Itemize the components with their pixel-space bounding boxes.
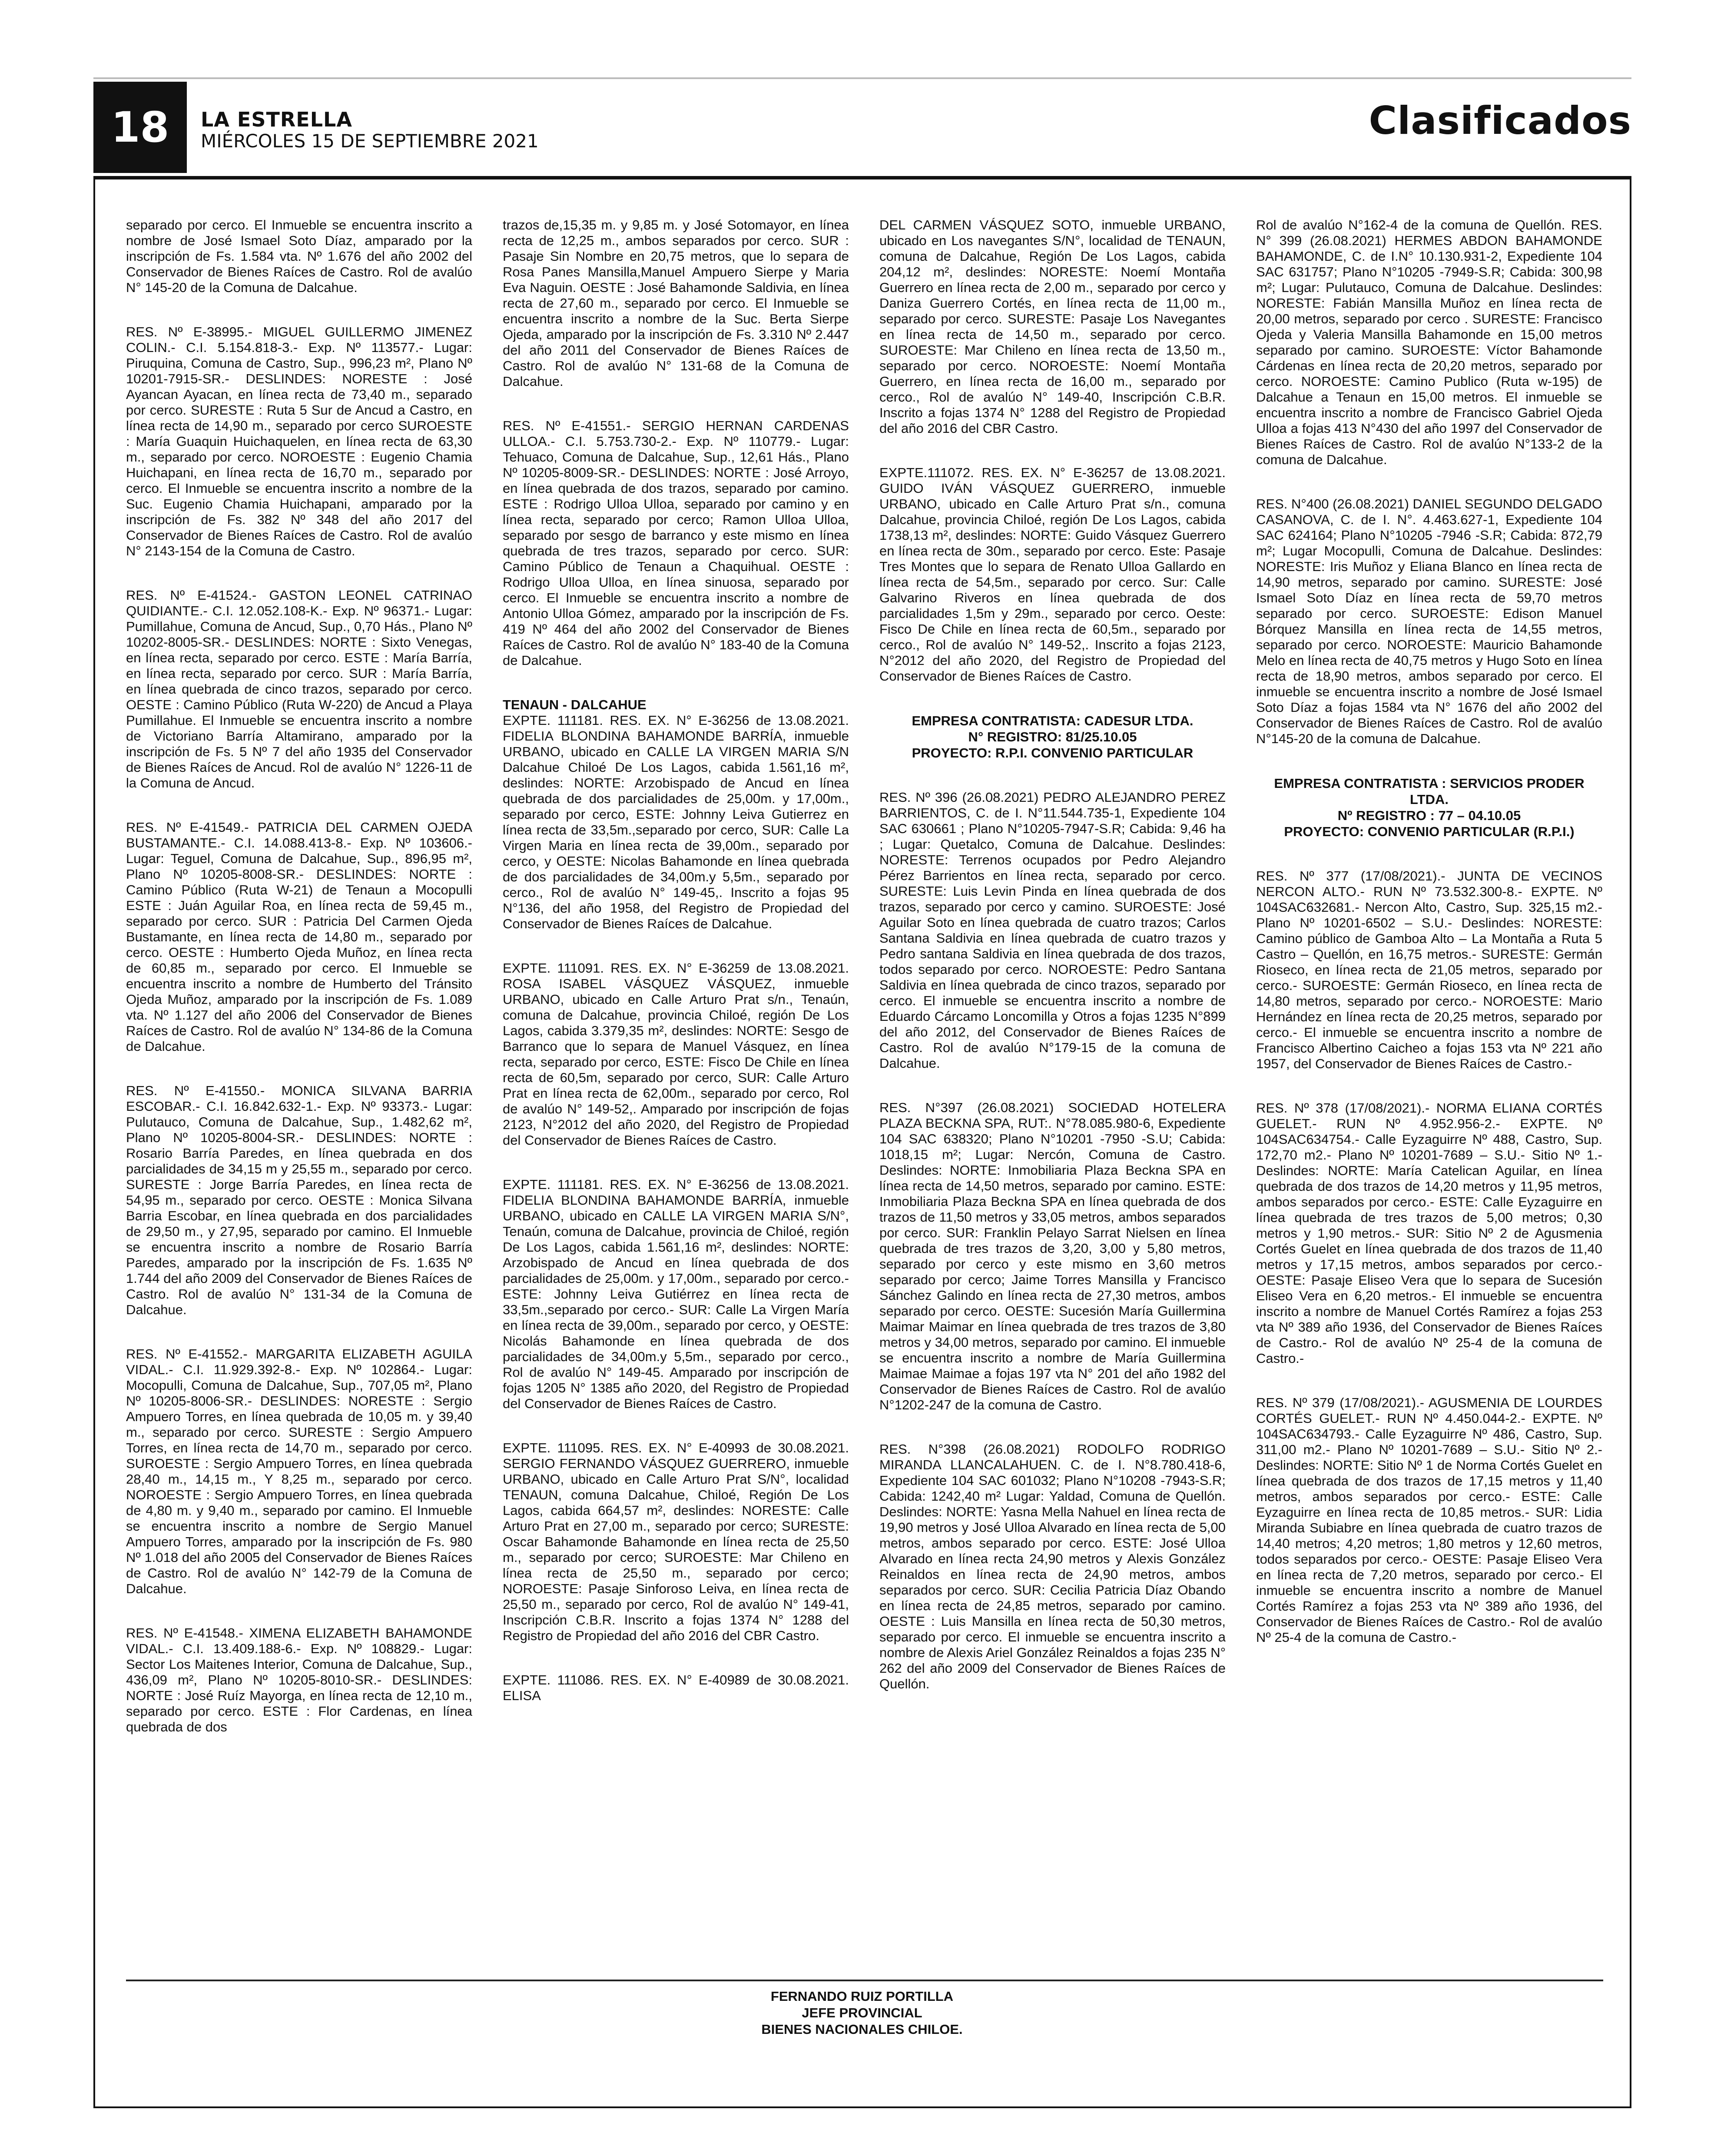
- legal-notice: RES. Nº 377 (17/08/2021).- JUNTA DE VECINOS NERCON ALTO.- RUN Nº 73.532.300-8.- EXPTE. Nº 104SAC632681.- Nercon Alto, Castro, Sup. 325,15 m2.- Plano Nº 10201-6502 – S.U.- Deslindes: NORESTE: Camino público de Gamboa Alto – La Montaña a Ruta 5 Castro – Quellón, en 16,75 metros.- SURESTE: Germán Rioseco, en línea recta de 21,05 metros, separado por cerco.- SUROESTE: Germán Rioseco, en línea recta de 14,80 metros, separado por cerco.- NOROESTE: Mario Hernández en línea recta de 20,25 metros, separado por cerco.- El inmueble se encuentra inscrito a nombre de Francisco Albertino Caicheo a fojas 153 vta Nº 221 año 1957, del Conservador de Bienes Raíces de Castro.-: [1256, 868, 1602, 1071]
- legal-notice: RES. N°397 (26.08.2021) SOCIEDAD HOTELERA PLAZA BECKNA SPA, RUT:. N°78.085.980-6, Expediente 104 SAC 638320; Plano N°10201 -7950 -S.U; Cabida: 1018,15 m²; Lugar: Nercón, Comuna de Castro. Deslindes: NORTE: Inmobiliaria Plaza Beckna SPA en línea recta de 14,50 metros, separado por camino. ESTE: Inmobiliaria Plaza Beckna SPA en línea quebrada de dos trazos de 11,50 metros y 33,05 metros, ambos separados por cerco. SUR: Franklin Pelayo Sarrat Nielsen en línea quebrada de tres trazos de 3,20, 3,00 y 5,80 metros, separado por cerco y este mismo en 3,60 metros separado por cerco; Jaime Torres Mansilla y Francisco Sánchez Galindo en línea recta de 27,30 metros, ambos separado por cerco. OESTE: Sucesión María Guillermina Maimar Maimar en línea quebrada de tres trazos de 3,80 metros y 34,00 metros, separado por camino. El inmueble se encuentra inscrito a nombre de María Guillermina Maimae Maimae a fojas 197 vta N° 201 del año 1982 del Conservador de Bienes Raíces de Castro. Rol de avalúo N°1202-247 de la comuna de Castro.: [879, 1100, 1226, 1412]
- legal-notice: RES. Nº E-41552.- MARGARITA ELIZABETH AGUILA VIDAL.- C.I. 11.929.392-8.- Exp. Nº 102864.- Lugar: Mocopulli, Comuna de Dalcahue, Sup., 707,05 m², Plano Nº 10205-8006-SR.- DESLINDES: NORESTE : Sergio Ampuero Torres, en línea quebrada de 10,05 m. y 39,40 m., separado por cerco. SURESTE : Sergio Ampuero Torres, en línea recta de 14,70 m., separado por cerco. SUROESTE : Sergio Ampuero Torres, en línea quebrada 28,40 m., 14,15 m., Y 8,25 m., separado por cerco. NOROESTE : Sergio Ampuero Torres, en línea quebrada de 4,80 m. y 9,40 m., separado por camino. El Inmueble se encuentra inscrito a nombre de Sergio Manuel Ampuero Torres, amparado por la inscripción de Fs. 980 Nº 1.018 del año 2005 del Conservador de Bienes Raíces de Castro. Rol de avalúo N° 142-79 de la Comuna de Dalcahue.: [126, 1346, 472, 1596]
- signature-block: [0, 1988, 1724, 2038]
- contractor-header-line: N° REGISTRO: 81/25.10.05: [968, 729, 1137, 744]
- contractor-header-line: EMPRESA CONTRATISTA : SERVICIOS PRODER LTDA.: [1274, 776, 1585, 807]
- text-column-1: [126, 217, 472, 1969]
- legal-notice: RES. Nº 378 (17/08/2021).- NORMA ELIANA CORTÉS GUELET.- RUN Nº 4.952.956-2.- EXPTE. Nº 104SAC634754.- Calle Eyzaguirre Nº 488, Castro, Sup. 172,70 m2.- Plano Nº 10201-7689 – S.U.- Sitio Nº 1.- Deslindes: NORTE: María Catelican Aguilar, en línea quebrada de dos trazos de 14,20 metros y 11,95 metros, ambos separados por cerco.- ESTE: Calle Eyzaguirre en línea quebrada de tres trazos de 5,00 metros; 0,30 metros y 1,90 metros.- SUR: Sitio Nº 2 de Agusmenia Cortés Guelet en línea quebrada de dos trazos de 11,40 metros y 17,15 metros, ambos separados por cerco.- OESTE: Pasaje Eliseo Vera que lo separa de Sucesión Eliseo Vera en 6,20 metros.- El inmueble se encuentra inscrito a nombre de Manuel Cortés Ramírez a fojas 253 vta Nº 389 año 1936, del Conservador de Bienes Raíces de Castro.- Rol de avalúo Nº 25-4 de la comuna de Castro.-: [1256, 1100, 1602, 1366]
- contractor-header-line: Nº REGISTRO : 77 – 04.10.05: [1337, 808, 1521, 823]
- columns-container: [126, 217, 1603, 1969]
- signature-name: FERNANDO RUIZ PORTILLA: [770, 1989, 954, 2004]
- text-column-4: [1256, 217, 1602, 1969]
- legal-notice: trazos de,15,35 m. y 9,85 m. y José Sotomayor, en línea recta de 12,25 m., ambos separados por cerco. SUR : Pasaje Sin Nombre en 20,75 metros, que lo separa de Rosa Panes Mansilla,Manuel Ampuero Sierpe y Maria Eva Naguin. OESTE : José Bahamonde Saldivia, en línea recta de 27,60 m., separado por cerco. El Inmueble se encuentra inscrito a nombre de la Suc. Berta Sierpe Ojeda, amparado por la inscripción de Fs. 3.310 Nº 2.447 del año 2011 del Conservador de Bienes Raíces de Castro. Rol de avalúo N° 131-68 de la Comuna de Dalcahue.: [503, 217, 849, 389]
- legal-notice: RES. Nº E-41549.- PATRICIA DEL CARMEN OJEDA BUSTAMANTE.- C.I. 14.088.413-8.- Exp. Nº 103606.- Lugar: Teguel, Comuna de Dalcahue, Sup., 896,95 m², Plano Nº 10205-8008-SR.- DESLINDES: NORTE : Camino Público (Ruta W-21) de Tenaun a Mocopulli ESTE : Juán Aguilar Roa, en línea recta de 59,45 m., separado por cerco. SUR : Patricia Del Carmen Ojeda Bustamante, en línea recta de 14,80 m., separado por cerco. OESTE : Humberto Ojeda Muñoz, en línea recta de 60,85 m., separado por cerco. El Inmueble se encuentra inscrito a nombre de Humberto del Tránsito Ojeda Muñoz, amparado por la inscripción de Fs. 1.089 vta. Nº 1.127 del año 2006 del Conservador de Bienes Raíces de Castro. Rol de avalúo N° 134-86 de la Comuna de Dalcahue.: [126, 820, 472, 1054]
- contractor-header: [1256, 775, 1602, 840]
- legal-notice: Rol de avalúo N°162-4 de la comuna de Quellón. RES. N° 399 (26.08.2021) HERMES ABDON BAHAMONDE BAHAMONDE, C. de I.N° 10.130.931-2, Expediente 104 SAC 631757; Plano N°10205 -7949-S.R; Cabida: 300,98 m²; Lugar: Pulutauco, Comuna de Dalcahue. Deslindes: NORESTE: Fabián Mansilla Muñoz en línea recta de 20,00 metros, separado por cerco . SURESTE: Francisco Ojeda y Valeria Mansilla Bahamonde en 15,00 metros separado por camino. SUROESTE: Víctor Bahamonde Cárdenas en línea recta de 20,20 metros, separado por cerco. NOROESTE: Camino Publico (Ruta w-195) de Dalcahue a Tenaun en 15,00 metros. El inmueble se encuentra inscrito a nombre de Francisco Gabriel Ojeda Ulloa a fojas 413 N°430 del año 1997 del Conservador de Bienes Raíces de Castro. Rol de avalúo N°133-2 de la comuna de Dalcahue.: [1256, 217, 1602, 467]
- footer-rule: [126, 1980, 1603, 1981]
- legal-notice: EXPTE. 111181. RES. EX. N° E-36256 de 13.08.2021. FIDELIA BLONDINA BAHAMONDE BARRÍA, inmueble URBANO, ubicado en CALLE LA VIRGEN MARIA S/N°, Tenaún, comuna de Dalcahue, provincia de Chiloé, región De Los Lagos, cabida 1.561,16 m², deslindes: NORTE: Arzobispado de Ancud en línea quebrada de dos parcialidades de 25,00m. y 17,00m., separado por cerco.- ESTE: Johnny Leiva Gutiérrez en línea recta de 33,5m.,separado por cerco.- SUR: Calle La Virgen María en línea recta de 39,00m., separado por cerco, y OESTE: Nicolás Bahamonde en línea quebrada de dos parcialidades de 34,00m.y 5,5m., separado por cerco., Rol de avalúo N° 149-45. Amparado por inscripción de fojas 1205 N° 1385 año 2020, del Registro de Propiedad del Conservador de Bienes Raíces de Castro.: [503, 1177, 849, 1411]
- legal-notice: EXPTE.111072. RES. EX. N° E-36257 de 13.08.2021. GUIDO IVÁN VÁSQUEZ GUERRERO, inmueble URBANO, ubicado en Calle Arturo Prat s/n., comuna Dalcahue, provincia Chiloé, región De Los Lagos, cabida 1738,13 m², deslindes: NORTE: Guido Vásquez Guerrero en línea recta de 30m., separado por cerco. Este: Pasaje Tres Montes que lo separa de Renato Ulloa Gallardo en línea recta de 54,5m., separado por cerco. Sur: Calle Galvarino Riveros en línea quebrada de dos parcialidades 1,5m y 29m., separado por cerco. Oeste: Fisco De Chile en línea recta de 60,5m., separado por cerco., Rol de avalúo N° 149-52,. Inscrito a fojas 2123, N°2012 del año 2020, del Registro de Propiedad del Conservador de Bienes Raíces de Castro.: [879, 465, 1226, 684]
- legal-notice: RES. Nº E-41524.- GASTON LEONEL CATRINAO QUIDIANTE.- C.I. 12.052.108-K.- Exp. Nº 96371.- Lugar: Pumillahue, Comuna de Ancud, Sup., 0,70 Hás., Plano Nº 10202-8005-SR.- DESLINDES: NORTE : Sixto Venegas, en línea recta, separado por cerco. ESTE : María Barría, en línea recta, separado por cerco. SUR : María Barría, en línea quebrada de cinco trazos, separado por cerco. OESTE : Camino Público (Ruta W-220) de Ancud a Playa Pumillahue. El Inmueble se encuentra inscrito a nombre de Victoriano Barría Altamirano, amparado por la inscripción de Fs. 5 Nº 7 del año 1935 del Conservador de Bienes Raíces de Ancud. Rol de avalúo N° 1226-11 de la Comuna de Ancud.: [126, 588, 472, 791]
- contractor-header-line: EMPRESA CONTRATISTA: CADESUR LTDA.: [912, 713, 1194, 728]
- contractor-header-line: PROYECTO: CONVENIO PARTICULAR (R.P.I.): [1284, 824, 1575, 839]
- legal-notice: EXPTE. 111086. RES. EX. N° E-40989 de 30.08.2021. ELISA: [503, 1672, 849, 1703]
- page-number: 18: [93, 82, 187, 173]
- legal-notice: RES. Nº 379 (17/08/2021).- AGUSMENIA DE LOURDES CORTÉS GUELET.- RUN Nº 4.450.044-2.- EXPTE. Nº 104SAC634793.- Calle Eyzaguirre Nº 486, Castro, Sup. 311,00 m2.- Plano Nº 10201-7689 – S.U.- Sitio Nº 2.- Deslindes: NORTE: Sitio Nº 1 de Norma Cortés Guelet en línea quebrada de dos trazos de 17,15 metros y 11,40 metros, ambos separados por cerco.- ESTE: Calle Eyzaguirre en línea recta de 10,85 metros.- SUR: Lidia Miranda Subiabre en línea quebrada de cuatro trazos de 14,40 metros; 4,20 metros; 1,80 metros y 12,60 metros, todos separados por cerco.- OESTE: Pasaje Eliseo Vera en línea recta de 7,20 metros, separado por cerco.- El inmueble se encuentra inscrito a nombre de Manuel Cortés Ramírez a fojas 253 vta Nº 389 año 1936, del Conservador de Bienes Raíces de Castro.- Rol de avalúo Nº 25-4 de la comuna de Castro.-: [1256, 1395, 1602, 1645]
- legal-notice: RES. N°400 (26.08.2021) DANIEL SEGUNDO DELGADO CASANOVA, C. de I. N°. 4.463.627-1, Expediente 104 SAC 624164; Plano N°10205 -7946 -S.R; Cabida: 872,79 m²; Lugar Mocopulli, Comuna de Dalcahue. Deslindes: NORESTE: Iris Muñoz y Eliana Blanco en línea recta de 14,90 metros, separado por camino. SURESTE: José Ismael Soto Díaz en línea recta de 59,70 metros separado por cerco. SUROESTE: Edison Manuel Bórquez Mansilla en línea recta de 14,55 metros, separado por cerco. NOROESTE: Mauricio Bahamonde Melo en línea recta de 40,75 metros y Hugo Soto en línea recta de 18,90 metros, ambos separado por cerco. El inmueble se encuentra inscrito a nombre de José Ismael Soto Díaz a fojas 1584 vta N° 1676 del año 2002 del Conservador de Bienes Raíces de Castro. Rol de avalúo N°145-20 de la comuna de Dalcahue.: [1256, 496, 1602, 746]
- issue-date: MIÉRCOLES 15 DE SEPTIEMBRE 2021: [201, 130, 539, 152]
- legal-notice: separado por cerco. El Inmueble se encuentra inscrito a nombre de José Ismael Soto Díaz, amparado por la inscripción de Fs. 1.584 vta. Nº 1.676 del año 2002 del Conservador de Bienes Raíces de Castro. Rol de avalúo N° 145-20 de la Comuna de Dalcahue.: [126, 217, 472, 295]
- legal-notice: RES. Nº E-38995.- MIGUEL GUILLERMO JIMENEZ COLIN.- C.I. 5.154.818-3.- Exp. Nº 113577.- Lugar: Piruquina, Comuna de Castro, Sup., 996,23 m², Plano Nº 10201-7915-SR.- DESLINDES: NORESTE : José Ayancan Ayacan, en línea recta de 73,40 m., separado por cerco. SURESTE : Ruta 5 Sur de Ancud a Castro, en línea recta de 14,90 m., separado por cerco SUROESTE : María Guaquin Huichaquelen, en línea recta de 63,30 m., separado por cerco. NOROESTE : Eugenio Chamia Huichapani, en línea recta de 16,70 m., separado por cerco. El Inmueble se encuentra inscrito a nombre de la Suc. Eugenio Chamia Huichapani, amparado por la inscripción de Fs. 382 Nº 348 del año 2017 del Conservador de Bienes Raíces de Castro. Rol de avalúo N° 2143-154 de la Comuna de Castro.: [126, 324, 472, 558]
- newspaper-name: LA ESTRELLA: [201, 108, 352, 131]
- legal-notice: RES. Nº 396 (26.08.2021) PEDRO ALEJANDRO PEREZ BARRIENTOS, C. de I. N°11.544.735-1, Expediente 104 SAC 630661 ; Plano N°10205-7947-S.R; Cabida: 9,46 ha ; Lugar: Quetalco, Comuna de Dalcahue. Deslindes: NORESTE: Terrenos ocupados por Pedro Alejandro Pérez Barrientos en línea recta, separado por cerco. SURESTE: Luis Levin Pinda en línea quebrada de dos trazos, separado por cerco y camino. SUROESTE: José Aguilar Soto en línea quebrada de cuatro trazos; Carlos Santana Saldivia en línea quebrada de cuatro trazos y Pedro santana Saldivia en línea quebrada de dos trazos, todos separado por cerco. NOROESTE: Pedro Santana Saldivia en línea quebrada de cinco trazos, separado por cerco. El inmueble se encuentra inscrito a nombre de Eduardo Cárcamo Loncomilla y Otros a fojas 1235 N°899 del año 2012, del Conservador de Bienes Raíces de Castro. Rol de avalúo N°179-15 de la comuna de Dalcahue.: [879, 790, 1226, 1071]
- section-title: Clasificados: [1369, 98, 1631, 143]
- contractor-header: [879, 713, 1226, 761]
- signature-office: BIENES NACIONALES CHILOE.: [761, 2022, 963, 2037]
- legal-notice: RES. N°398 (26.08.2021) RODOLFO RODRIGO MIRANDA LLANCALAHUEN. C. de I. N°8.780.418-6, Expediente 104 SAC 601032; Plano N°10208 -7943-S.R; Cabida: 1242,40 m² Lugar: Yaldad, Comuna de Quellón. Deslindes: NORTE: Yasna Mella Nahuel en línea recta de 19,90 metros y José Ulloa Alvarado en línea recta de 5,00 metros, ambos separado por cerco. ESTE: José Ulloa Alvarado en línea recta 24,90 metros y Alexis González Reinaldos en línea recta de 24,90 metros, ambos separados por cerco. SUR: Cecilia Patricia Díaz Obando en línea recta de 24,85 metros, separado por camino. OESTE : Luis Mansilla en línea recta de 50,30 metros, separado por cerco. El inmueble se encuentra inscrito a nombre de Alexis Ariel González Reinaldos a fojas 235 N° 262 del año 2009 del Conservador de Bienes Raíces de Quellón.: [879, 1442, 1226, 1691]
- locality-subheading: TENAUN - DALCAHUE: [503, 697, 646, 712]
- legal-notice: EXPTE. 111091. RES. EX. N° E-36259 de 13.08.2021. ROSA ISABEL VÁSQUEZ VÁSQUEZ, inmueble URBANO, ubicado en Calle Arturo Prat s/n., Tenaún, comuna de Dalcahue, provincia Chiloé, región De Los Lagos, cabida 3.379,35 m², deslindes: NORTE: Sesgo de Barranco que lo separa de Manuel Vásquez, en línea recta, separado por cerco, ESTE: Fisco De Chile en línea recta de 60,5m, separado por cerco, SUR: Calle Arturo Prat en línea recta de 62,00m., separado por cerco, Rol de avalúo N° 149-52,. Amparado por inscripción de fojas 2123, N°2012 del año 2020, del Registro de Propiedad del Conservador de Bienes Raíces de Castro.: [503, 960, 849, 1148]
- legal-notice: RES. Nº E-41550.- MONICA SILVANA BARRIA ESCOBAR.- C.I. 16.842.632-1.- Exp. Nº 93373.- Lugar: Pulutauco, Comuna de Dalcahue, Sup., 1.482,62 m², Plano Nº 10205-8004-SR.- DESLINDES: NORTE : Rosario Barría Paredes, en línea quebrada en dos parcialidades de 34,15 m y 25,55 m., separado por cerco. SURESTE : Jorge Barría Paredes, en línea recta de 54,95 m., separado por cerco. OESTE : Monica Silvana Barria Escobar, en línea quebrada en dos parcialidades de 29,50 m., y 27,95, separado por camino. El Inmueble se encuentra inscrito a nombre de Rosario Barría Paredes, amparado por la inscripción de Fs. 1.635 Nº 1.744 del año 2009 del Conservador de Bienes Raíces de Castro. Rol de avalúo N° 131-34 de la Comuna de Dalcahue.: [126, 1083, 472, 1317]
- text-column-3: [879, 217, 1226, 1969]
- signature-title: JEFE PROVINCIAL: [802, 2005, 922, 2020]
- legal-notice: EXPTE. 111181. RES. EX. N° E-36256 de 13.08.2021. FIDELIA BLONDINA BAHAMONDE BARRÍA, inmueble URBANO, ubicado en CALLE LA VIRGEN MARIA S/N Dalcahue Chiloé De Los Lagos, cabida 1.561,16 m², deslindes: NORTE: Arzobispado de Ancud en línea quebrada de dos parcialidades de 25,00m. y 17,00m., separado por cerco, ESTE: Johnny Leiva Gutierrez en línea recta de 33,5m.,separado por cerco, SUR: Calle La Virgen Maria en línea recta de 39,00m., separado por cerco, y OESTE: Nicolas Bahamonde en línea quebrada de dos parcialidades de 34,00m.y 5,5m., separado por cerco., Rol de avalúo N° 149-45,. Inscrito a fojas 95 N°136, del año 1958, del Registro de Propiedad del Conservador de Bienes Raíces de Dalcahue.: [503, 713, 849, 931]
- contractor-header-line: PROYECTO: R.P.I. CONVENIO PARTICULAR: [912, 745, 1194, 761]
- top-rule: [93, 77, 1631, 79]
- legal-notice: RES. Nº E-41548.- XIMENA ELIZABETH BAHAMONDE VIDAL.- C.I. 13.409.188-6.- Exp. Nº 108829.- Lugar: Sector Los Maitenes Interior, Comuna de Dalcahue, Sup., 436,09 m², Plano Nº 10205-8010-SR.- DESLINDES: NORTE : José Ruíz Mayorga, en línea recta de 12,10 m., separado por cerco. ESTE : Flor Cardenas, en línea quebrada de dos: [126, 1625, 472, 1734]
- legal-notice: RES. Nº E-41551.- SERGIO HERNAN CARDENAS ULLOA.- C.I. 5.753.730-2.- Exp. Nº 110779.- Lugar: Tehuaco, Comuna de Dalcahue, Sup., 12,61 Hás., Plano Nº 10205-8009-SR.- DESLINDES: NORTE : José Arroyo, en línea quebrada de dos trazos, separado por camino. ESTE : Rodrigo Ulloa Ulloa, separado por camino y en línea recta, separado por cerco; Ramon Ulloa Ulloa, separado por sesgo de barranco y este mismo en línea quebrada de tres trazos, separado por cerco. SUR: Camino Público de Tenaun a Chaquihual. OESTE : Rodrigo Ulloa Ulloa, en línea sinuosa, separado por cerco. El Inmueble se encuentra inscrito a nombre de Antonio Ulloa Gómez, amparado por la inscripción de Fs. 419 Nº 464 del año 2002 del Conservador de Bienes Raíces de Castro. Rol de avalúo N° 183-40 de la Comuna de Dalcahue.: [503, 418, 849, 668]
- legal-notice: EXPTE. 111095. RES. EX. N° E-40993 de 30.08.2021. SERGIO FERNANDO VÁSQUEZ GUERRERO, inmueble URBANO, ubicado en Calle Arturo Prat S/N°, localidad TENAUN, comuna Dalcahue, Chiloé, Región De Los Lagos, cabida 664,57 m², deslindes: NORESTE: Calle Arturo Prat en 27,00 m., separado por cerco; SURESTE: Oscar Bahamonde Bahamonde en línea recta de 25,50 m., separado por cerco; SUROESTE: Mar Chileno en línea recta de 25,50 m., separado por cerco; NOROESTE: Pasaje Sinforoso Leiva, en línea recta de 25,50 m., separado por cerco, Rol de avalúo N° 149-41, Inscripción C.B.R. Inscrito a fojas 1374 N° 1288 del Registro de Propiedad del año 2016 del CBR Castro.: [503, 1440, 849, 1643]
- text-column-2: [503, 217, 849, 1969]
- legal-notice: DEL CARMEN VÁSQUEZ SOTO, inmueble URBANO, ubicado en Los navegantes S/N°, localidad de TENAUN, comuna de Dalcahue, Región De Los Lagos, cabida 204,12 m², deslindes: NORESTE: Noemí Montaña Guerrero en línea recta de 2,00 m., separado por cerco y Daniza Guerrero Cortés, en línea recta de 11,00 m., separado por cerco. SURESTE: Pasaje Los Navegantes en línea recta de 14,50 m., separado por cerco. SUROESTE: Mar Chileno en línea recta de 13,50 m., separado por cerco. NOROESTE: Noemí Montaña Guerrero, en línea recta de 16,00 m., separado por cerco., Rol de avalúo N° 149-40, Inscripción C.B.R. Inscrito a fojas 1374 N° 1288 del Registro de Propiedad del año 2016 del CBR Castro.: [879, 217, 1226, 436]
